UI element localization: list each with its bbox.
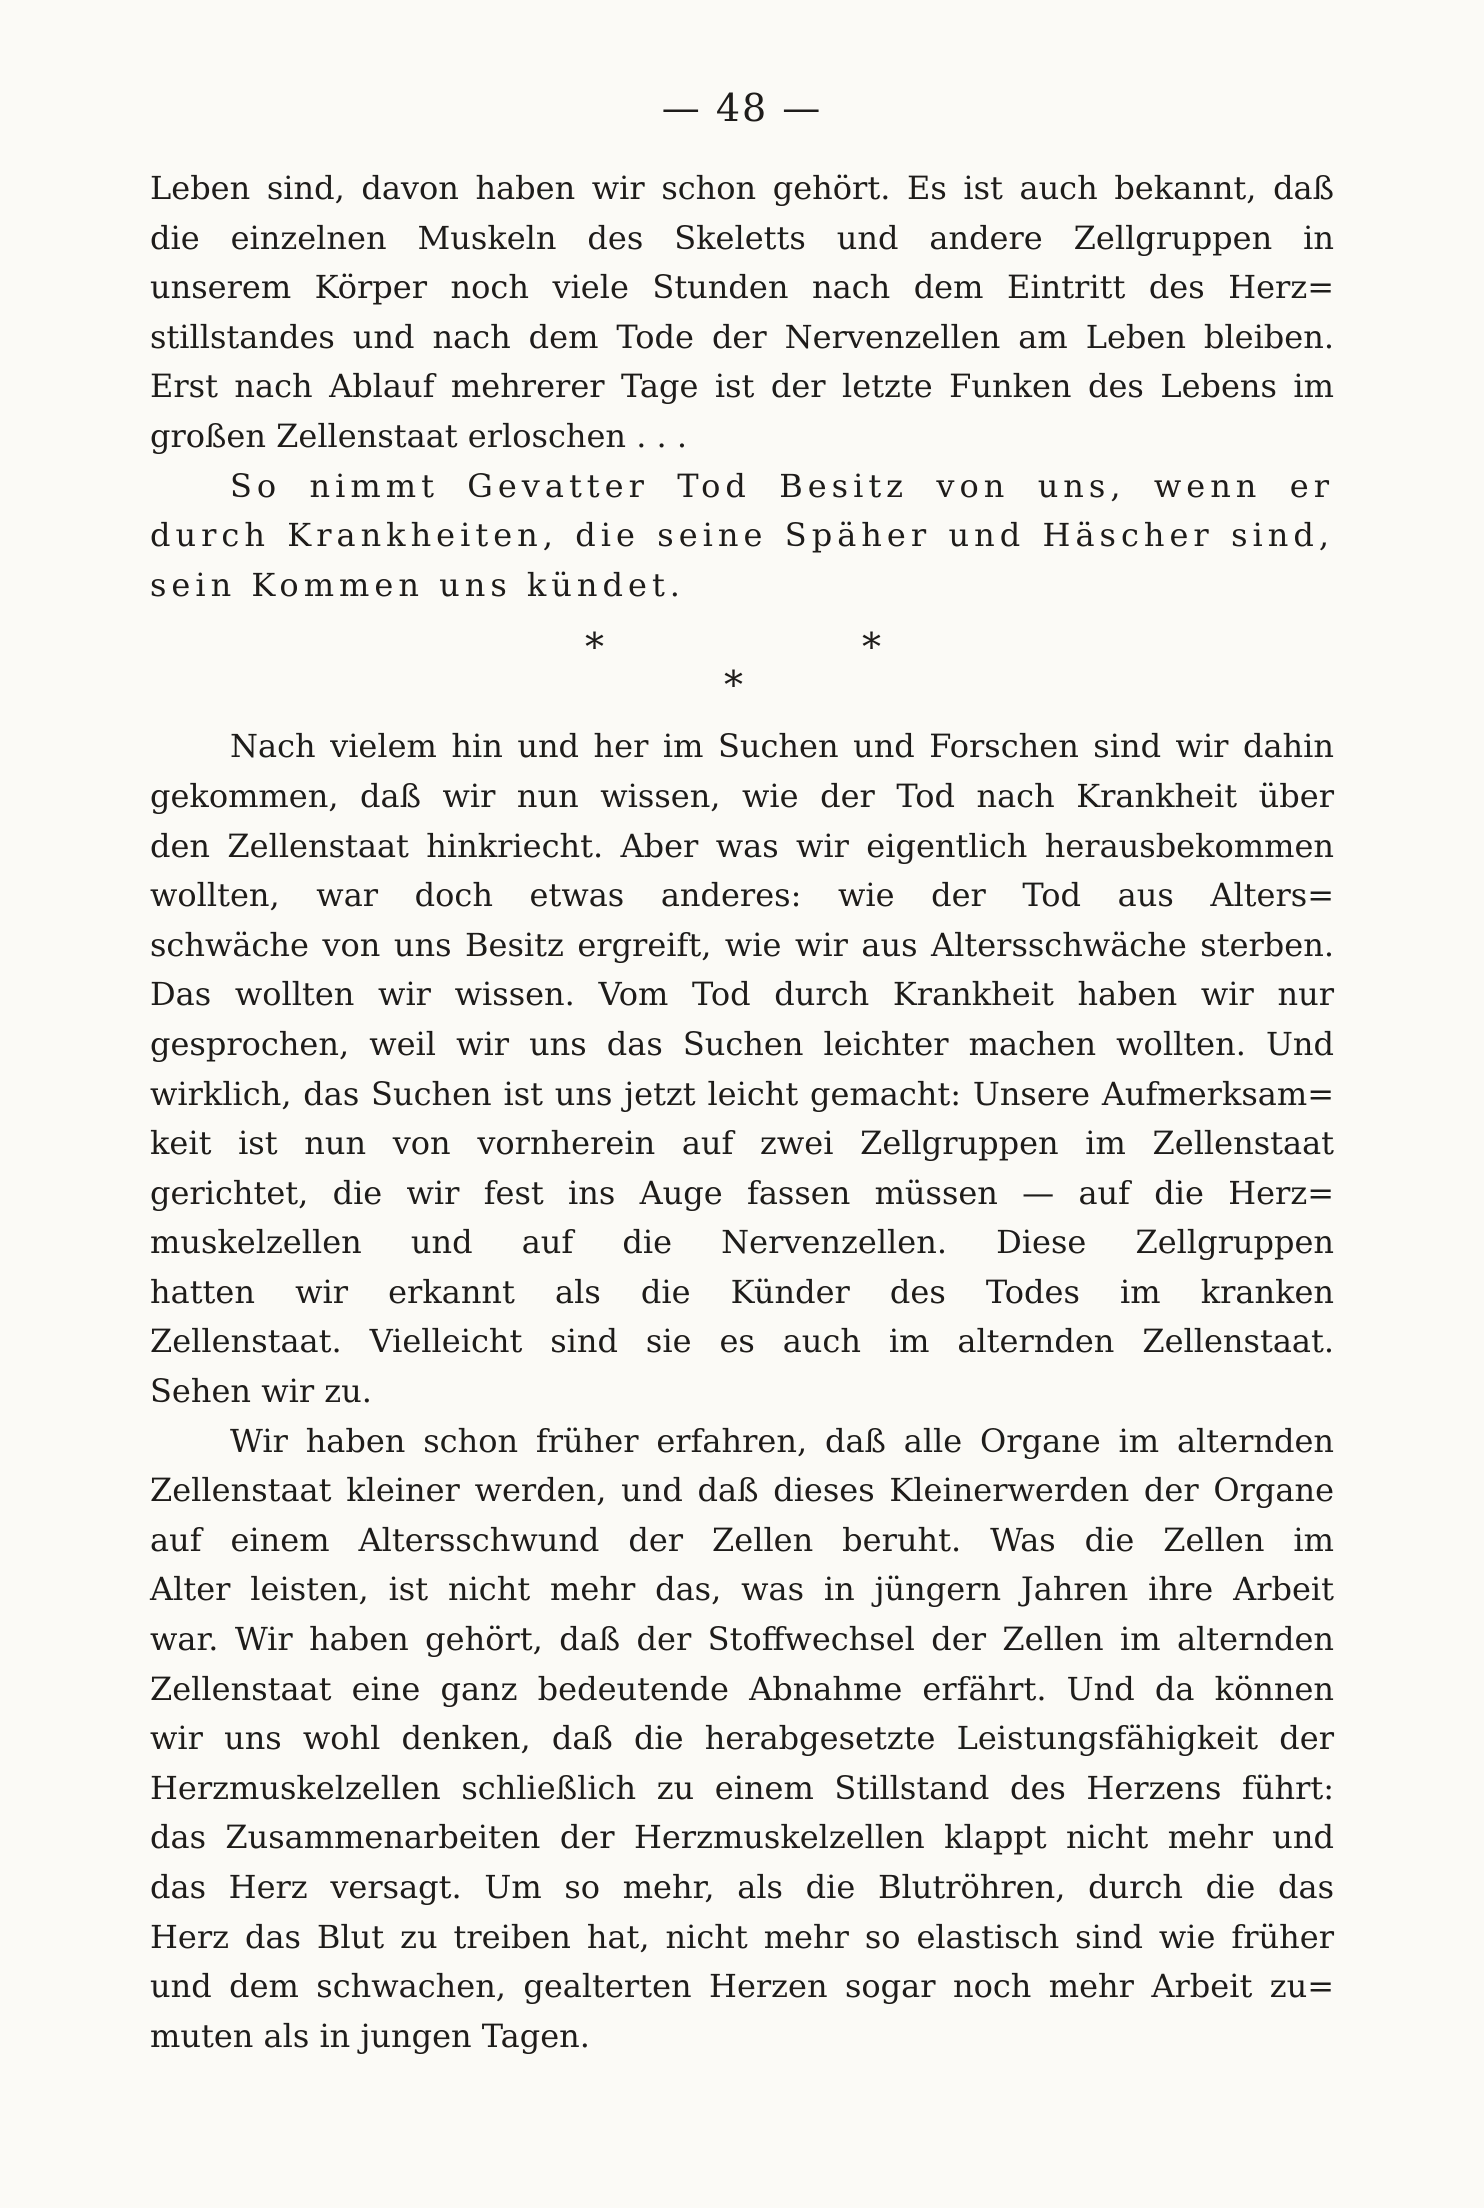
text-line: hatten wir erkannt als die Künder des Todes im kranken [150,1272,1334,1311]
text-line: das Herz versagt. Um so mehr, als die Blutröhren, durch die das [150,1868,1334,1906]
text-line: den Zellenstaat hinkriecht. Aber was wir eigentlich herausbekommen [150,826,1334,865]
text-line: So nimmt Gevatter Tod Besitz von uns, wenn er [230,466,1334,505]
text-line: Leben sind, davon haben wir schon gehört. Es ist auch bekannt, daß [150,169,1334,207]
text-line: wollten, war doch etwas anderes: wie der Tod aus Alters= [150,876,1334,915]
asterisk: * [585,625,604,670]
text-line: Erst nach Ablauf mehrerer Tage ist der letzte Funken des Lebens im [150,367,1334,406]
text-line: die einzelnen Muskeln des Skeletts und andere Zellgruppen in [150,218,1334,257]
text-line: gesprochen, weil wir uns das Suchen leichter machen wollten. Und [150,1024,1334,1063]
asterisk: * [862,625,881,670]
text-line: Nach vielem hin und her im Suchen und Forschen sind wir dahin [230,727,1334,766]
text-line: das Zusammenarbeiten der Herzmuskelzellen klappt nicht mehr und [150,1818,1334,1857]
paragraph-4 [150,1417,1334,2062]
text-line: sein Kommen uns kündet. [150,565,685,604]
text-line: muten als in jungen Tagen. [150,2016,590,2055]
text-line: wir uns wohl denken, daß die herabgesetzte Leistungsfähigkeit der [150,1719,1334,1758]
text-line: stillstandes und nach dem Tode der Nervenzellen am Leben bleiben. [150,317,1334,356]
text-line: Das wollten wir wissen. Vom Tod durch Krankheit haben wir nur [150,975,1334,1014]
text-line: muskelzellen und auf die Nervenzellen. Diese Zellgruppen [150,1223,1334,1262]
asterisk: * [724,663,743,708]
text-line: Sehen wir zu. [150,1372,372,1411]
page-number: — 48 — [661,86,823,130]
text-line: schwäche von uns Besitz ergreift, wie wir aus Altersschwäche sterben. [150,925,1334,964]
text-line: gerichtet, die wir fest ins Auge fassen müssen — auf die Herz= [150,1173,1334,1212]
text-line: durch Krankheiten, die seine Späher und Häscher sind, [150,516,1334,555]
text-line: großen Zellenstaat erloschen . . . [150,416,688,455]
paragraph-3 [150,722,1334,1416]
text-line: gekommen, daß wir nun wissen, wie der Tod nach Krankheit über [150,776,1334,815]
text-line: Herzmuskelzellen schließlich zu einem Stillstand des Herzens führt: [150,1768,1334,1807]
text-line: Zellenstaat kleiner werden, und daß dieses Kleinerwerden der Organe [150,1471,1334,1510]
text-line: Wir haben schon früher erfahren, daß alle Organe im alternden [230,1421,1334,1460]
paragraph-2 [150,462,1334,611]
text-line: und dem schwachen, gealterten Herzen sogar noch mehr Arbeit zu= [150,1967,1334,2006]
text-line: wirklich, das Suchen ist uns jetzt leicht gemacht: Unsere Aufmerksam= [150,1074,1334,1113]
text-line: Herz das Blut zu treiben hat, nicht mehr so elastisch sind wie früher [150,1917,1334,1956]
text-line: war. Wir haben gehört, daß der Stoffwechsel der Zellen im alternden [150,1620,1334,1659]
text-line: Zellenstaat. Vielleicht sind sie es auch im alternden Zellenstaat. [150,1322,1334,1361]
section-separator [150,616,1334,708]
text-line: Alter leisten, ist nicht mehr das, was in jüngern Jahren ihre Arbeit [150,1570,1334,1609]
text-line: unserem Körper noch viele Stunden nach dem Eintritt des Herz= [150,268,1334,307]
paragraph-1 [150,164,1334,462]
text-line: Zellenstaat eine ganz bedeutende Abnahme erfährt. Und da können [150,1669,1334,1708]
text-line: keit ist nun von vornherein auf zwei Zellgruppen im Zellenstaat [150,1124,1334,1163]
text-line: auf einem Altersschwund der Zellen beruht. Was die Zellen im [150,1520,1334,1559]
